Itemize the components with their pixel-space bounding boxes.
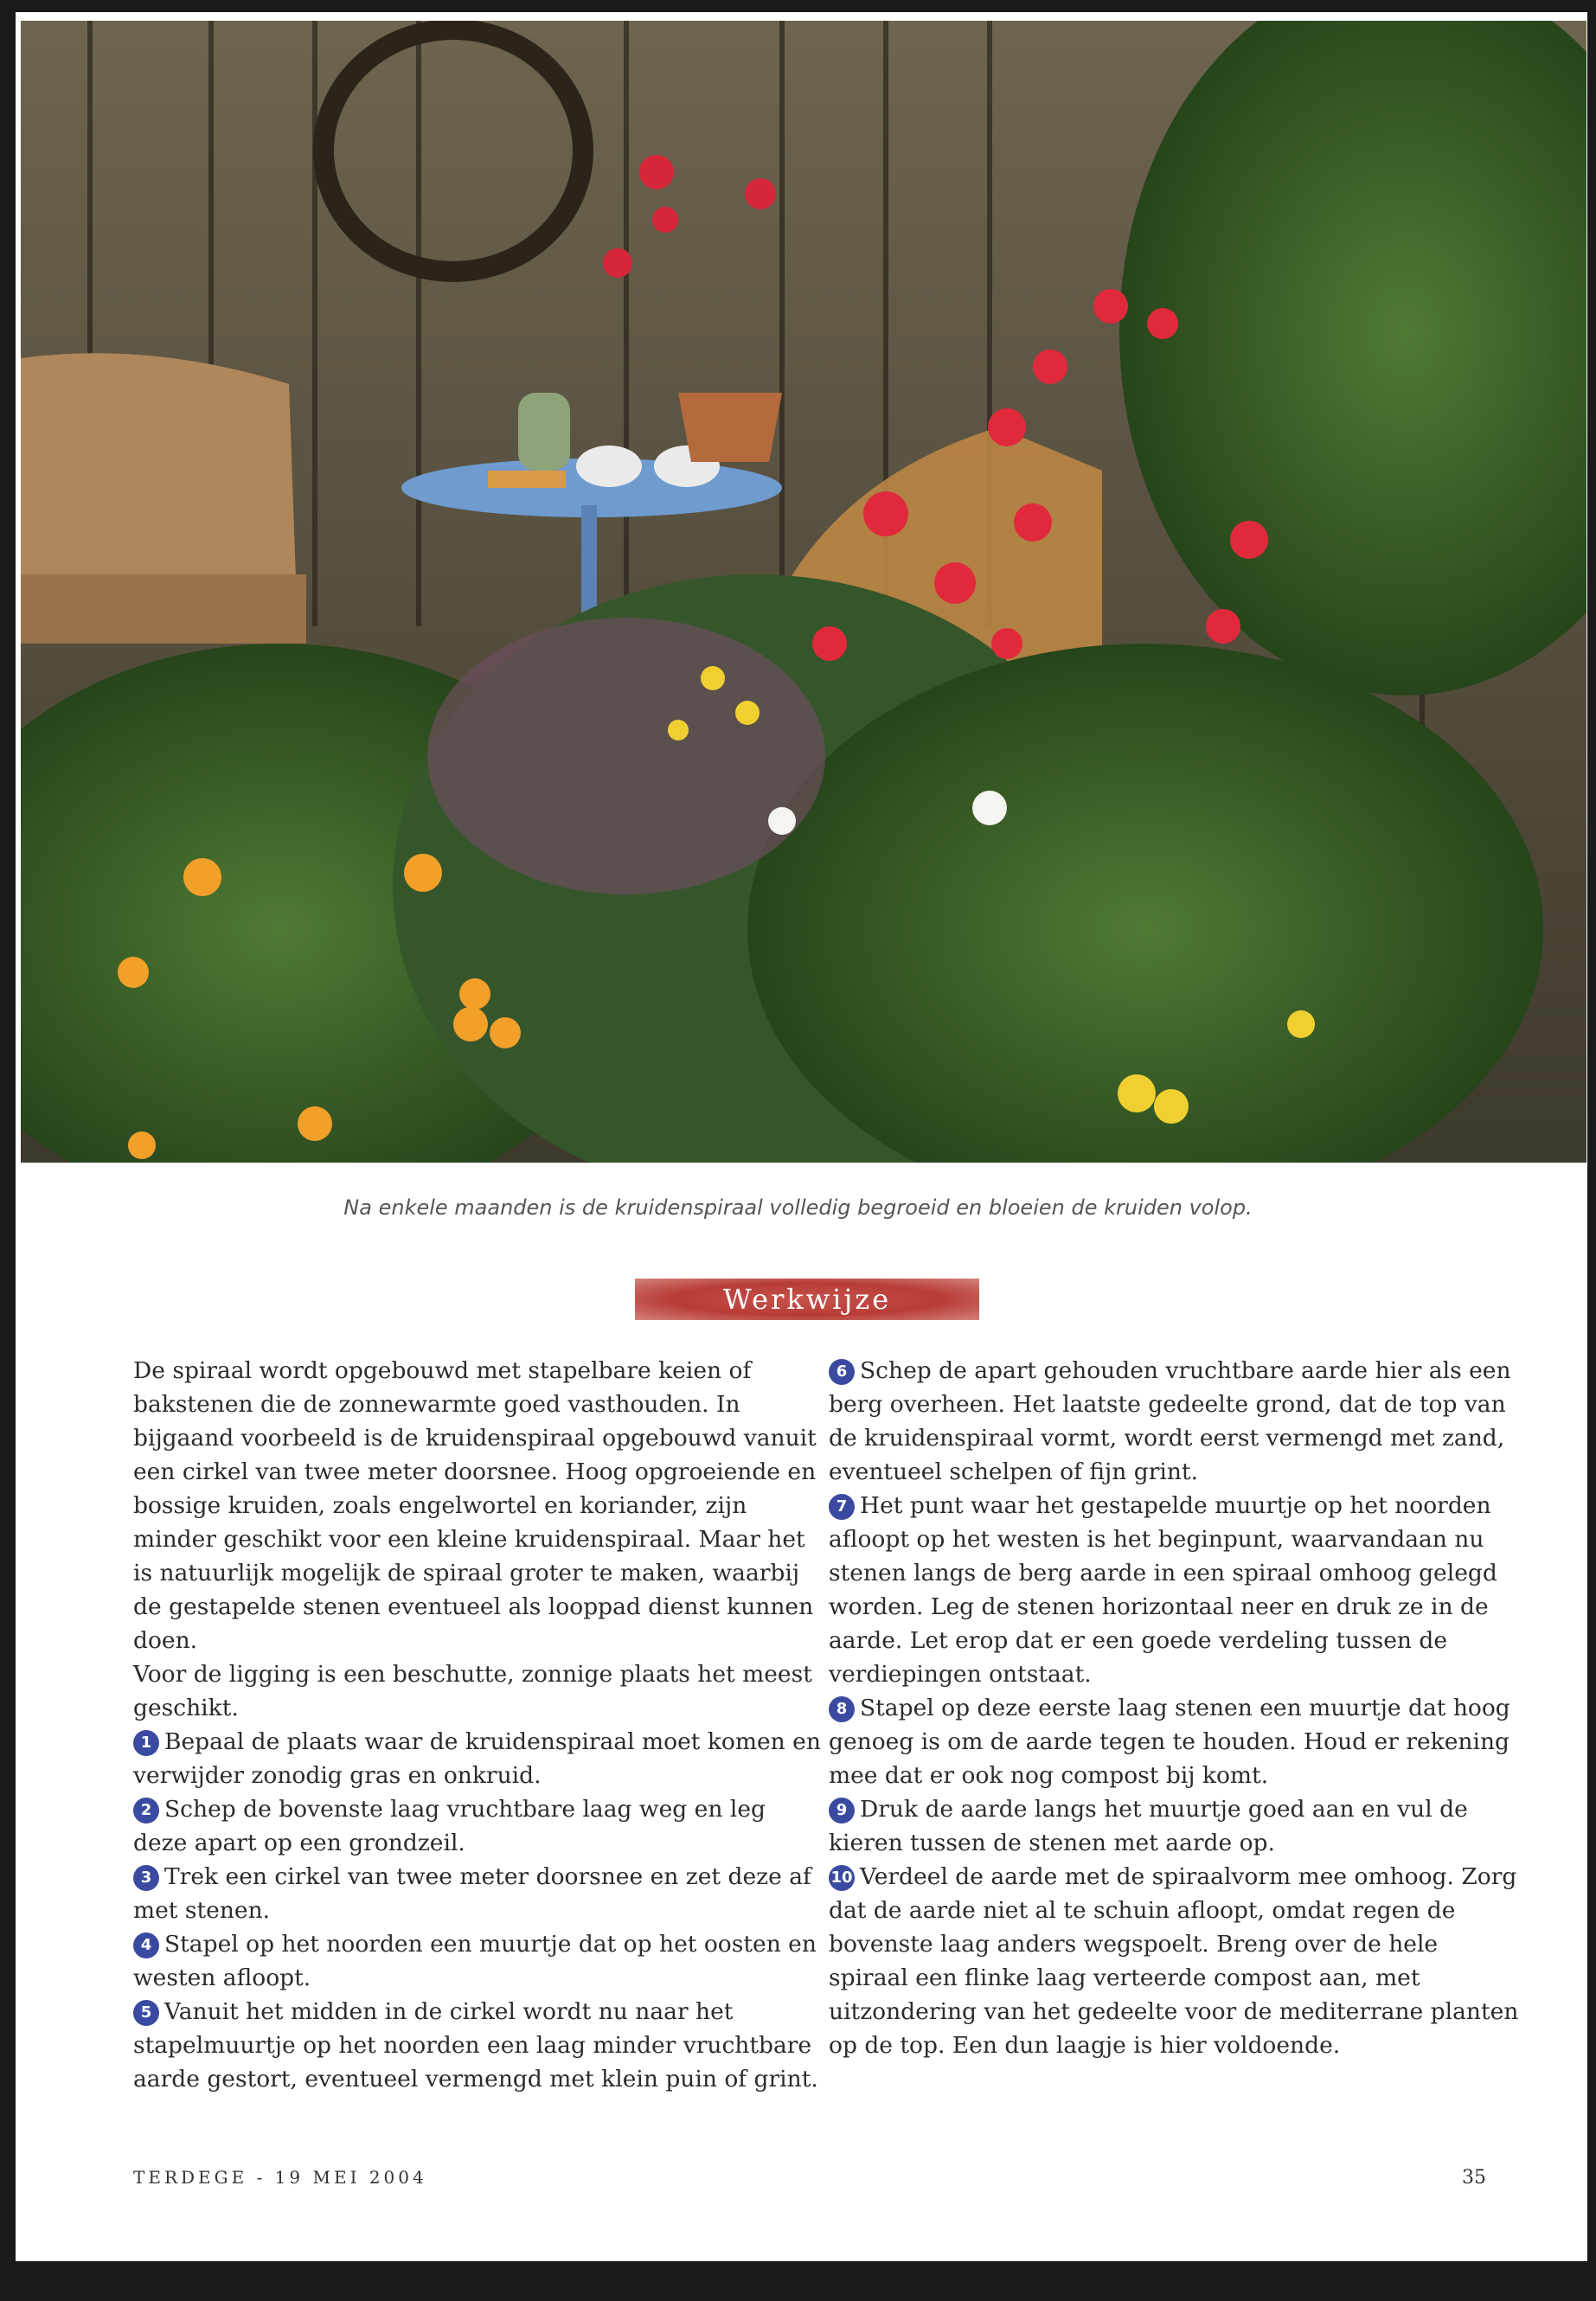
step-text: Trek een cirkel van twee meter doorsnee en zet deze af met stenen. (133, 1863, 811, 1924)
step-text: Schep de apart gehouden vruchtbare aarde hier als een berg overheen. Het laatste gedeelte grond, dat de top van de kruidenspiraal vormt, wordt eerst vermengd met zand, eventueel schelpen of fijn grint. (829, 1357, 1511, 1485)
step-number-badge: 2 (133, 1798, 159, 1823)
step-text: Druk de aarde langs het muurtje goed aan en vul de kieren tussen de stenen met aarde op. (829, 1796, 1468, 1856)
step-item (133, 1860, 825, 1927)
step-item (829, 1691, 1521, 1792)
step-text: Schep de bovenste laag vruchtbare laag weg en leg deze apart op een grondzeil. (133, 1796, 766, 1856)
step-number-badge: 7 (829, 1494, 855, 1520)
page-number: 35 (1462, 2167, 1486, 2189)
step-text: Vanuit het midden in de cirkel wordt nu naar het stapelmuurtje op het noorden een laag minder vruchtbare aarde gestort, eventueel vermengd met klein puin of grint. (133, 1998, 818, 2093)
intro-paragraph: De spiraal wordt opgebouwd met stapelbare keien of bakstenen die de zonnewarmte goed vasthouden. In bijgaand voorbeeld is de kruidenspiraal opgebouwd vanuit een cirkel van twee meter doorsnee. Hoog opgroeiende en bossige kruiden, zoals engelwortel en koriander, zijn minder geschikt voor een kleine kruidenspiraal. Maar het is natuurlijk mogelijk de spiraal groter te maken, waarbij de gestapelde stenen eventueel als looppad dienst kunnen doen. (133, 1357, 817, 1654)
step-number-badge: 8 (829, 1696, 855, 1722)
step-number-badge: 6 (829, 1359, 855, 1385)
step-item (133, 1927, 825, 1995)
step-text: Stapel op het noorden een muurtje dat op het oosten en westen afloopt. (133, 1931, 817, 1991)
step-text: Bepaal de plaats waar de kruidenspiraal moet komen en verwijder zonodig gras en onkruid. (133, 1728, 821, 1789)
photo-caption: Na enkele maanden is de kruidenspiraal volledig begroeid en bloeien de kruiden volop. (343, 1195, 1253, 1220)
footer-publication: TERDEGE - 19 MEI 2004 (133, 2167, 427, 2188)
step-number-badge: 10 (829, 1865, 855, 1891)
location-paragraph: Voor de ligging is een beschutte, zonnige plaats het meest geschikt. (133, 1661, 812, 1721)
step-text: Het punt waar het gestapelde muurtje op het noorden afloopt op het westen is het beginpunt, waarvandaan nu stenen langs de berg aarde in een spiraal omhoog gelegd worden. Leg de stenen horizontaal neer en druk ze in de aarde. Let erop dat er een goede verdeling tussen de verdiepingen ontstaat. (829, 1492, 1497, 1688)
step-item (133, 1995, 825, 2096)
step-number-badge: 3 (133, 1865, 159, 1891)
step-item (829, 1792, 1521, 1860)
text-column-right (829, 1354, 1521, 2062)
step-item (829, 1860, 1521, 2062)
section-heading: Werkwijze (635, 1279, 979, 1320)
step-text: Stapel op deze eerste laag stenen een muurtje dat hoog genoeg is om de aarde tegen te houden. Houd er rekening mee dat er ook nog compost bij komt. (829, 1695, 1510, 1789)
step-text: Verdeel de aarde met de spiraalvorm mee omhoog. Zorg dat de aarde niet al te schuin afloopt, omdat regen de bovenste laag anders wegspoelt. Breng over de hele spiraal een flinke laag verteerde compost aan, met uitzondering van het gedeelte voor de mediterrane planten op de top. Een dun laagje is hier voldoende. (829, 1863, 1519, 2059)
step-number-badge: 5 (133, 2000, 159, 2026)
step-item (829, 1354, 1521, 1489)
step-item (829, 1489, 1521, 1691)
text-column-left (133, 1354, 825, 2096)
step-item (133, 1725, 825, 1792)
step-number-badge: 1 (133, 1730, 159, 1756)
step-number-badge: 9 (829, 1798, 855, 1823)
step-item (133, 1792, 825, 1860)
step-number-badge: 4 (133, 1932, 159, 1958)
garden-photo (21, 21, 1586, 1163)
